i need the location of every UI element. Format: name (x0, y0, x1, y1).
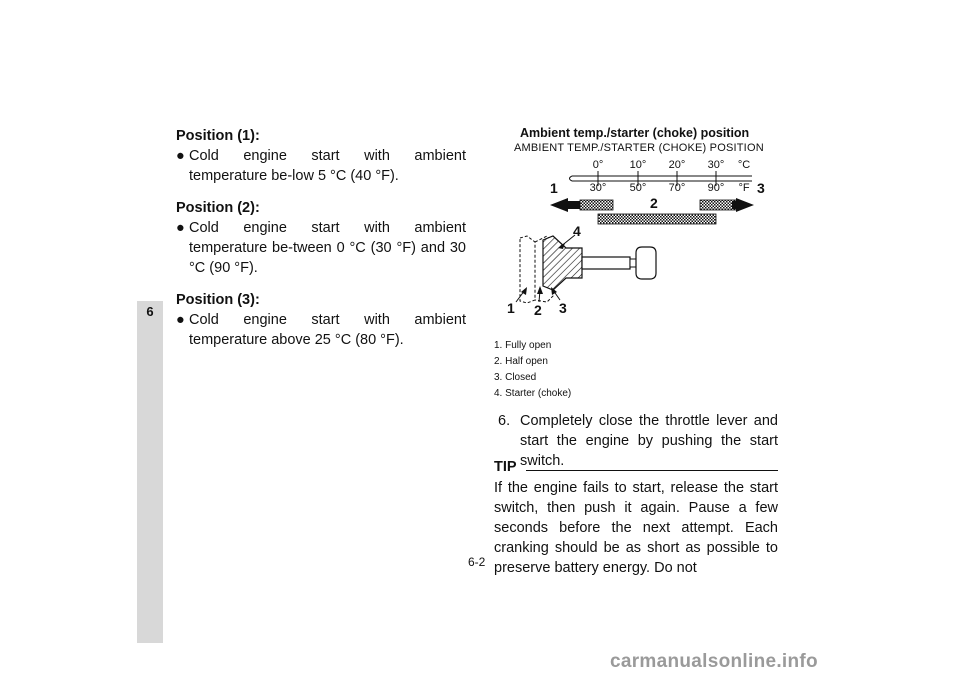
zone-label: 3 (757, 180, 765, 196)
bullet-icon: ● (176, 148, 185, 164)
bullet-icon: ● (176, 312, 185, 328)
zone-2-bar (598, 214, 716, 224)
zone-3-bar (700, 200, 736, 210)
celsius-tick: 30° (707, 159, 725, 171)
figure-title: Ambient temp./starter (choke) position (520, 126, 750, 140)
position-2-text: Cold engine start with ambient temperature be-tween 0 °C (30 °F) and 30 °C (90 °F). (189, 220, 466, 276)
tip-heading: TIP (494, 459, 517, 475)
position-3-text: Cold engine start with ambient temperature above 25 °C (80 °F). (189, 312, 466, 348)
legend-item: 3. Closed (494, 372, 537, 383)
position-2-title: Position (2): (176, 200, 260, 216)
bullet-icon: ● (176, 220, 185, 236)
tip-rule (526, 470, 778, 471)
fahrenheit-tick: 90° (707, 182, 725, 194)
scale-ticks (598, 171, 716, 186)
celsius-tick: 10° (629, 159, 647, 171)
zone-label: 2 (650, 195, 658, 211)
step-text: Completely close the throttle lever and start the engine by pushing the start switch. (520, 413, 778, 469)
fahrenheit-tick: 50° (629, 182, 647, 194)
position-1-title: Position (1): (176, 128, 260, 144)
fahrenheit-tick: 70° (668, 182, 686, 194)
celsius-tick: 0° (592, 159, 604, 171)
celsius-tick: 20° (668, 159, 686, 171)
page-number: 6-2 (468, 555, 486, 569)
callout-label: 1 (507, 300, 515, 316)
zone-1-arrowhead (550, 198, 584, 212)
step-6 (498, 411, 778, 471)
position-1-text: Cold engine start with ambient temperature be-low 5 °C (40 °F). (189, 148, 466, 184)
step-number: 6. (498, 413, 511, 429)
celsius-unit: °C (737, 159, 751, 171)
legend-item: 2. Half open (494, 356, 548, 367)
fahrenheit-tick: 30° (589, 182, 607, 194)
fahrenheit-unit: °F (738, 182, 750, 194)
legend-item: 1. Fully open (494, 340, 552, 351)
section-tab: 6 (137, 301, 163, 323)
figure-subtitle: AMBIENT TEMP./STARTER (CHOKE) POSITION (514, 142, 764, 154)
callout-label: 4 (573, 223, 581, 239)
zone-1-bar (580, 200, 613, 210)
callout-label: 2 (534, 302, 542, 318)
tip-text: If the engine fails to start, release the start switch, then push it again. Pause a few seconds before the next attempt. Each cranking should be as short as possible to preserve battery energy. Do not (494, 480, 778, 576)
legend-item: 4. Starter (choke) (494, 388, 572, 399)
callout-label: 3 (559, 300, 567, 316)
position-3-title: Position (3): (176, 292, 260, 308)
figure-legend (494, 338, 571, 402)
watermark: carmanualsonline.info (610, 651, 818, 672)
zone-label: 1 (550, 180, 558, 196)
